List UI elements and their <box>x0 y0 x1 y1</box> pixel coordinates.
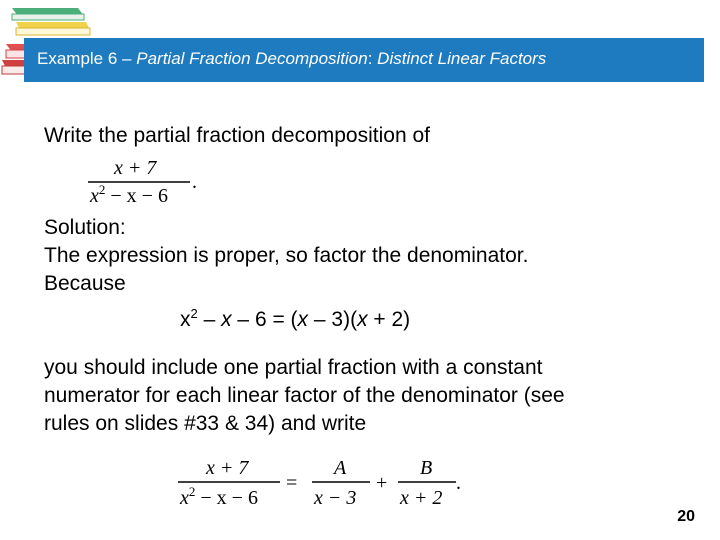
solution-line-2: Because <box>44 272 126 295</box>
svg-text:x2 − x − 6: $x^2 - x - 6$ <box>180 484 258 509</box>
solution-line-1: The expression is proper, so factor the denominator. <box>44 244 529 267</box>
svg-text:=: = <box>286 472 298 494</box>
solution-label: Solution: <box>44 216 126 239</box>
svg-text:x2 − x − 6: $x^2 - x - 6$ <box>90 182 168 207</box>
svg-text:.: . <box>192 171 197 193</box>
svg-text:x + 7: x + 7 <box>114 157 157 179</box>
svg-text:.: . <box>456 472 461 494</box>
slide-title: Example 6 – Partial Fraction Decomposition: Distinct Linear Factors <box>37 49 547 68</box>
factor-equation: $x^2 - x - 6 = (x - 3)(x + 2)$ <box>180 306 411 331</box>
problem-fraction <box>86 152 206 208</box>
para-line-1: you should include one partial fraction with a constant <box>44 356 543 379</box>
svg-text:A: A <box>334 457 347 479</box>
para-line-3: rules on slides #33 & 34) and write <box>44 412 367 435</box>
svg-text:+: + <box>376 472 388 494</box>
decomposition-equation <box>176 452 466 514</box>
svg-text:x + 2: x + 2 <box>400 487 443 509</box>
prompt-text: Write the partial fraction decomposition of <box>44 124 430 147</box>
page-number: 20 <box>677 508 695 525</box>
svg-text:x + 7: x + 7 <box>206 457 249 479</box>
svg-text:x − 3: x − 3 <box>314 487 357 509</box>
svg-text:B: B <box>420 457 433 479</box>
para-line-2: numerator for each linear factor of the denominator (see <box>44 384 565 407</box>
